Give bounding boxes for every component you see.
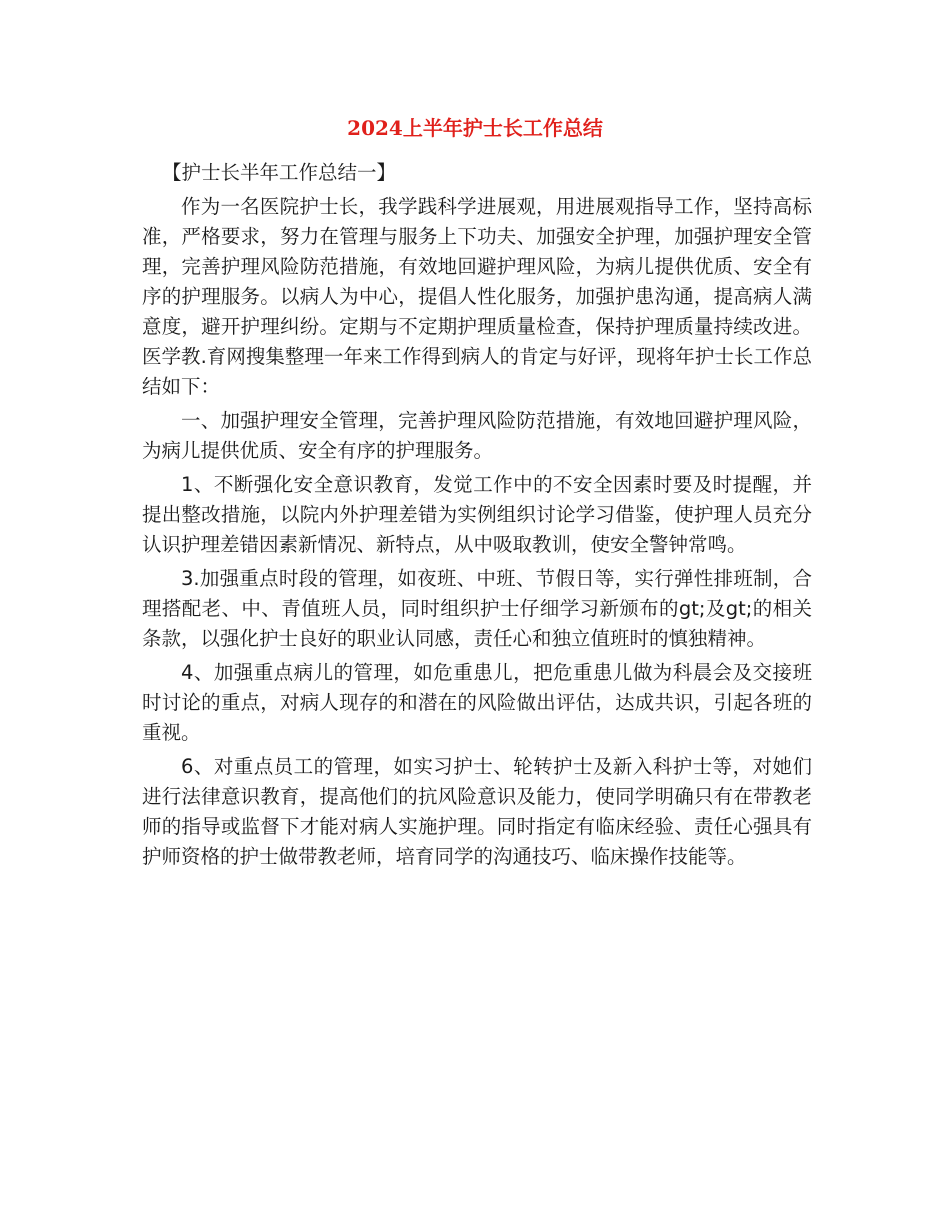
paragraph-section-one: 一、加强护理安全管理，完善护理风险防范措施，有效地回避护理风险，为病儿提供优质、安全有序的护理服务。 [142, 409, 812, 462]
document-title: 2024上半年护士长工作总结 [347, 116, 603, 140]
paragraph-item-6: 6、对重点员工的管理，如实习护士、轮转护士及新入科护士等，对她们进行法律意识教育，提高他们的抗风险意识及能力，使同学明确只有在带教老师的指导或监督下才能对病人实施护理。同时指定有临床经验、责任心强具有护师资格的护士做带教老师，培育同学的沟通技巧、临床操作技能等。 [142, 755, 812, 868]
paragraph-item-1: 1、不断强化安全意识教育，发觉工作中的不安全因素时要及时提醒，并提出整改措施，以院内外护理差错为实例组织讨论学习借鉴，使护理人员充分认识护理差错因素新情况、新特点，从中吸取教训，使安全警钟常鸣。 [142, 473, 812, 556]
section-heading: 【护士长半年工作总结一】 [162, 161, 397, 184]
document-body [142, 158, 812, 876]
paragraph-intro: 作为一名医院护士长，我学践科学进展观，用进展观指导工作，坚持高标准，严格要求，努力在管理与服务上下功夫、加强安全护理，加强护理安全管理，完善护理风险防范措施，有效地回避护理风险，为病儿提供优质、安全有序的护理服务。以病人为中心，提倡人性化服务，加强护患沟通，提高病人满意度，避开护理纠纷。定期与不定期护理质量检查，保持护理质量持续改进。医学教.育网搜集整理一年来工作得到病人的肯定与好评，现将年护士长工作总结如下： [142, 195, 812, 398]
paragraph-item-4: 4、加强重点病儿的管理，如危重患儿，把危重患儿做为科晨会及交接班时讨论的重点，对病人现存的和潜在的风险做出评估，达成共识，引起各班的重视。 [142, 661, 812, 744]
paragraph-item-3: 3.加强重点时段的管理，如夜班、中班、节假日等，实行弹性排班制，合理搭配老、中、青值班人员，同时组织护士仔细学习新颁布的gt;及gt;的相关条款，以强化护士良好的职业认同感，责任心和独立值班时的慎独精神。 [142, 567, 812, 650]
